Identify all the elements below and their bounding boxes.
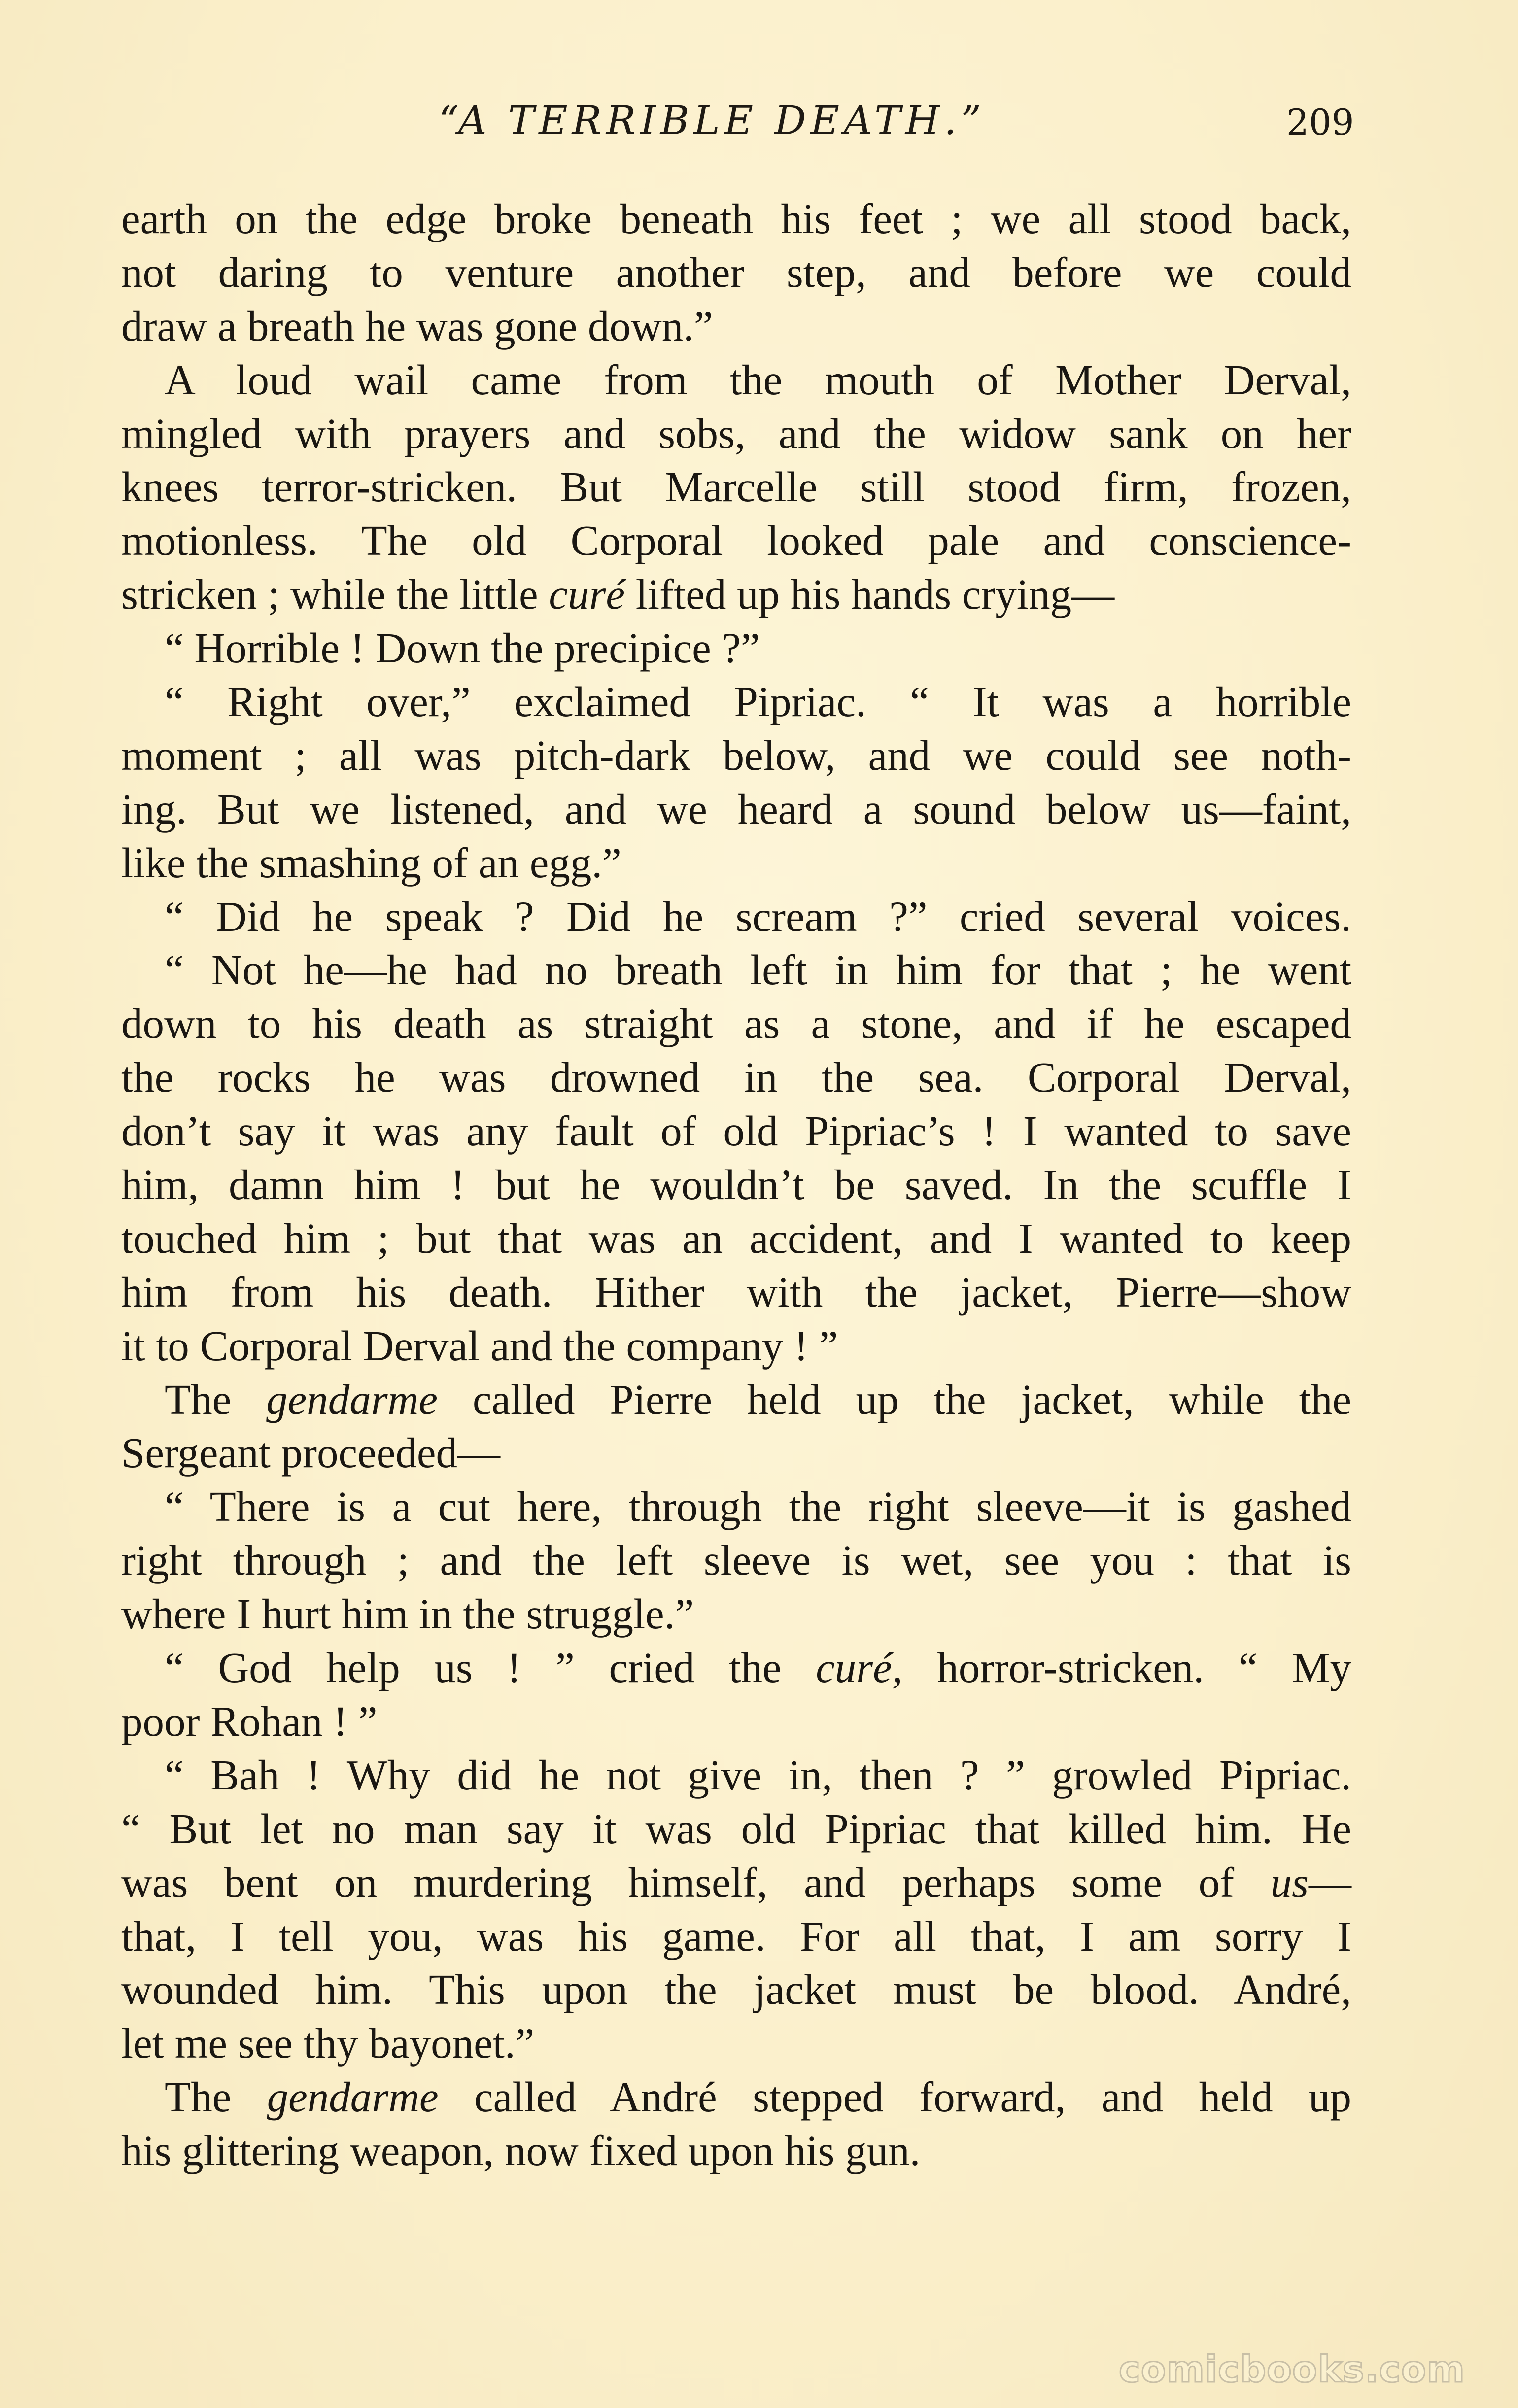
text-line: A loud wail came from the mouth of Mother Derval, (165, 355, 1351, 404)
text-line: stricken ; while the little curé lifted up his hands crying— (121, 570, 1115, 619)
text-line: let me see thy bayonet.” (121, 2019, 535, 2067)
body-text (121, 192, 1351, 2178)
text-line: The gendarme called Pierre held up the jacket, while the (165, 1375, 1351, 1423)
text-line: it to Corporal Derval and the company ! ” (121, 1321, 838, 1370)
text-line: right through ; and the left sleeve is wet, see you : that is (121, 1536, 1351, 1584)
text-line: “ But let no man say it was old Pipriac that killed him. He (121, 1804, 1351, 1853)
text-line: “ Bah ! Why did he not give in, then ? ” growled Pipriac. (165, 1751, 1351, 1799)
text-line: where I hurt him in the struggle.” (121, 1590, 694, 1638)
text-line: him, damn him ! but he wouldn’t be saved. In the scuffle I (121, 1161, 1351, 1209)
text-line: not daring to venture another step, and before we could (121, 248, 1351, 296)
text-line: moment ; all was pitch-dark below, and we could see noth- (121, 731, 1351, 779)
text-line: motionless. The old Corporal looked pale and conscience- (121, 516, 1351, 565)
text-line: “ There is a cut here, through the right sleeve—it is gashed (165, 1482, 1351, 1531)
text-line: don’t say it was any fault of old Pipriac’s ! I wanted to save (121, 1107, 1351, 1155)
text-line: his glittering weapon, now fixed upon his gun. (121, 2127, 921, 2175)
text-line: like the smashing of an egg.” (121, 838, 621, 887)
text-line: “ God help us ! ” cried the curé, horror-stricken. “ My (165, 1644, 1351, 1692)
text-line: The gendarme called André stepped forward, and held up (165, 2073, 1351, 2121)
text-line: Sergeant proceeded— (121, 1429, 500, 1477)
running-head: “A TERRIBLE DEATH.” (439, 98, 986, 143)
text-line: mingled with prayers and sobs, and the widow sank on her (121, 409, 1351, 457)
text-line: poor Rohan ! ” (121, 1697, 378, 1745)
text-line: him from his death. Hither with the jacket, Pierre—show (121, 1268, 1351, 1316)
watermark: comicbooks.com (1119, 2348, 1465, 2391)
text-line: “ Not he—he had no breath left in him for that ; he went (165, 946, 1351, 994)
page-number: 209 (1286, 102, 1354, 143)
text-line: knees terror-stricken. But Marcelle still stood firm, frozen, (121, 463, 1351, 511)
text-line: earth on the edge broke beneath his feet ; we all stood back, (121, 195, 1351, 242)
text-line: wounded him. This upon the jacket must be blood. André, (121, 1965, 1351, 2014)
text-line: draw a breath he was gone down.” (121, 302, 713, 350)
text-line: was bent on murdering himself, and perhaps some of us— (121, 1858, 1351, 1906)
text-line: “ Horrible ! Down the precipice ?” (165, 624, 760, 672)
text-line: that, I tell you, was his game. For all that, I am sorry I (121, 1912, 1351, 1960)
text-line: the rocks he was drowned in the sea. Corporal Derval, (121, 1053, 1351, 1101)
text-line: “ Right over,” exclaimed Pipriac. “ It was a horrible (165, 678, 1351, 726)
text-line: “ Did he speak ? Did he scream ?” cried several voices. (165, 892, 1351, 940)
text-line: ing. But we listened, and we heard a sound below us—faint, (121, 785, 1351, 833)
text-line: down to his death as straight as a stone, and if he escaped (121, 999, 1351, 1048)
text-line: touched him ; but that was an accident, and I wanted to keep (121, 1214, 1351, 1262)
